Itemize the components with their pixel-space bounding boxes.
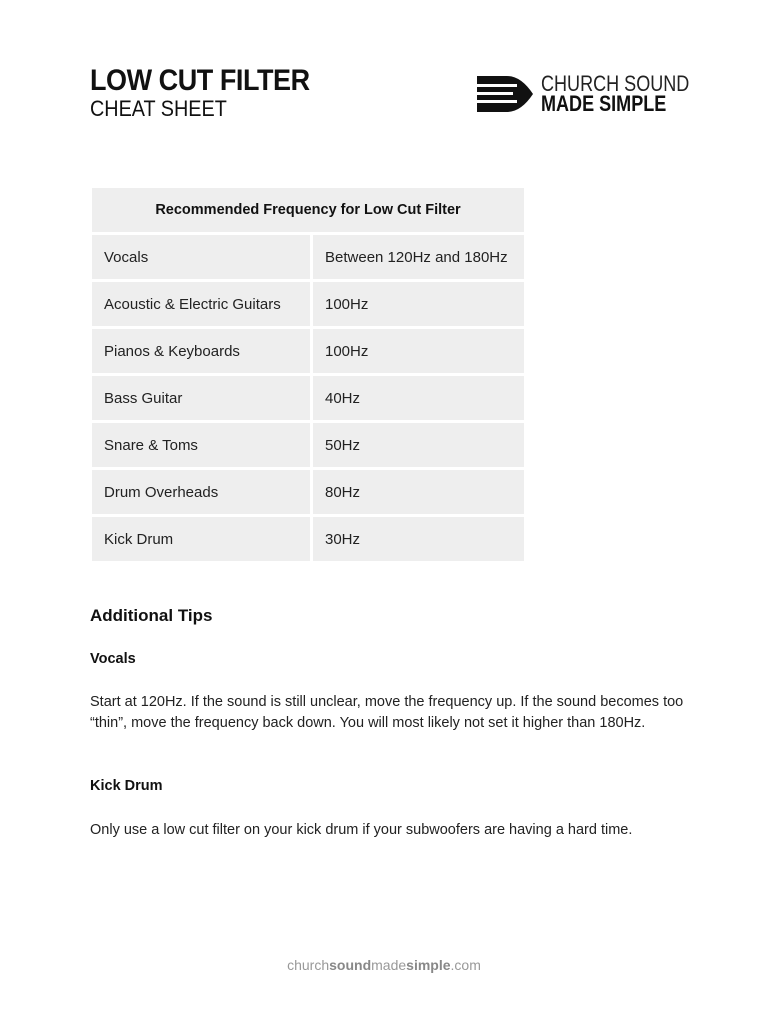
kick-heading: Kick Drum bbox=[90, 778, 163, 794]
frequency-cell: 100Hz bbox=[313, 282, 524, 326]
frequency-cell: 100Hz bbox=[313, 329, 524, 373]
frequency-cell: 30Hz bbox=[313, 517, 524, 561]
instrument-cell: Snare & Toms bbox=[92, 423, 310, 467]
frequency-table bbox=[89, 185, 527, 564]
logo-line1: CHURCH SOUND bbox=[541, 71, 690, 96]
footer-part: church bbox=[287, 957, 330, 973]
page-title: LOW CUT FILTER bbox=[90, 64, 310, 97]
table-row bbox=[92, 470, 524, 514]
instrument-cell: Acoustic & Electric Guitars bbox=[92, 282, 310, 326]
instrument-cell: Vocals bbox=[92, 235, 310, 279]
instrument-cell: Bass Guitar bbox=[92, 376, 310, 420]
table-row bbox=[92, 517, 524, 561]
table-row bbox=[92, 282, 524, 326]
table-row bbox=[92, 235, 524, 279]
footer-part: simple bbox=[406, 957, 451, 973]
logo-line2: MADE SIMPLE bbox=[541, 91, 667, 116]
brand-logo bbox=[477, 71, 722, 116]
page-subtitle: CHEAT SHEET bbox=[90, 96, 227, 121]
frequency-cell: 40Hz bbox=[313, 376, 524, 420]
frequency-cell: 50Hz bbox=[313, 423, 524, 467]
tips-heading: Additional Tips bbox=[90, 606, 213, 625]
table-row bbox=[92, 423, 524, 467]
vocals-heading: Vocals bbox=[90, 651, 136, 667]
vocals-text: Start at 120Hz. If the sound is still unclear, move the frequency up. If the sound becomes too “thin”, move the frequency back down. You will most likely not set it higher than 180Hz. bbox=[90, 694, 684, 731]
frequency-cell: Between 120Hz and 180Hz bbox=[313, 235, 524, 279]
instrument-cell: Kick Drum bbox=[92, 517, 310, 561]
table-header: Recommended Frequency for Low Cut Filter bbox=[92, 188, 524, 232]
footer-part: sound bbox=[329, 957, 372, 973]
kick-text: Only use a low cut filter on your kick drum if your subwoofers are having a hard time. bbox=[90, 822, 633, 838]
instrument-cell: Drum Overheads bbox=[92, 470, 310, 514]
table-row bbox=[92, 329, 524, 373]
footer-part: made bbox=[371, 957, 407, 973]
table-row bbox=[92, 376, 524, 420]
frequency-cell: 80Hz bbox=[313, 470, 524, 514]
logo-mark-icon bbox=[477, 74, 533, 114]
footer-url[interactable] bbox=[0, 957, 768, 973]
instrument-cell: Pianos & Keyboards bbox=[92, 329, 310, 373]
footer-part: .com bbox=[450, 957, 481, 973]
